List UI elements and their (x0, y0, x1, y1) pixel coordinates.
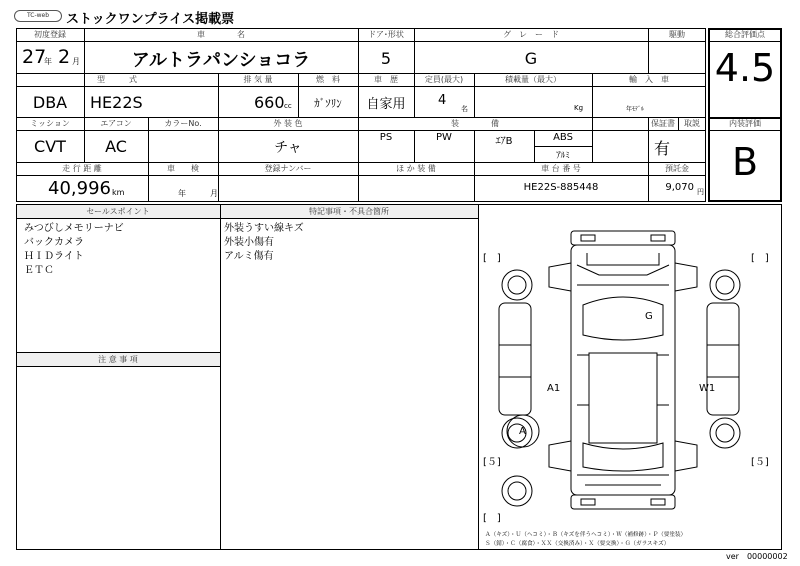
label-capacity: 定員(最大) (424, 75, 464, 84)
version-label: ver 00000002 (726, 552, 788, 561)
label-displacement: 排 気 量 (243, 75, 273, 84)
deposit-unit: 円 (697, 188, 704, 196)
car-damage-diagram (479, 205, 781, 549)
bracket-left: [ ] (483, 253, 501, 264)
interior-score: B (731, 140, 759, 184)
label-interior: 内装評価 (729, 119, 761, 128)
label-color-no: カラーNo. (164, 119, 202, 128)
label-model: 型 式 (97, 75, 137, 84)
label-history: 車 歴 (374, 75, 398, 84)
label-import: 輸 入 車 (629, 75, 669, 84)
load-unit: Kg (574, 104, 584, 112)
label-mileage: 走 行 距 離 (62, 164, 102, 173)
color-value: チャ (274, 140, 302, 156)
list-item: アルミ傷有 (224, 251, 274, 262)
year-model-label: 年ﾓﾃﾞﾙ (626, 106, 645, 113)
grade-value: G (524, 49, 538, 68)
label-remarks: 特記事項・不具合箇所 (309, 207, 389, 216)
bracket-right: [ ] (751, 253, 769, 264)
label-warranty: 保証書 (651, 119, 675, 128)
damage-label-g: G (645, 311, 653, 322)
label-doors: ドア･形状 (368, 30, 404, 39)
list-item: ＥＴＣ (24, 265, 54, 276)
label-equipment: 装 備 (451, 119, 499, 128)
label-drive: 駆動 (669, 30, 685, 39)
label-car-name: 車 名 (197, 30, 245, 39)
label-manual: 取説 (684, 119, 700, 128)
equip-pw: PW (436, 132, 452, 143)
label-exterior-color: 外 装 色 (273, 119, 303, 128)
reg-year: 27 (22, 46, 47, 68)
page-title: ストックワンプライス掲載票 (66, 12, 235, 27)
damage-label-a: A (519, 426, 526, 437)
warranty-value: 有 (654, 139, 671, 158)
list-item: 外装小傷有 (224, 237, 274, 248)
label-grade: グ レ ー ド (503, 30, 559, 39)
label-fuel: 燃 料 (316, 75, 340, 84)
label-mission: ミッション (30, 119, 70, 128)
capacity-unit: 名 (461, 105, 468, 113)
fuel-value: ｶﾞｿﾘﾝ (314, 97, 342, 110)
aircon-value: AC (105, 137, 127, 156)
score-right: [５] (751, 457, 769, 468)
bracket-bottom: [ ] (483, 513, 501, 524)
score-left: [５] (483, 457, 501, 468)
legend-line-2: Ｓ（錆）・Ｃ（腐食）・ＸＸ（交換済み）・Ｘ（要交換）・Ｇ（ガラスキズ） (485, 541, 670, 547)
equip-airbag: ｴｱB (495, 136, 513, 147)
car-name: アルトラパンショコラ (131, 50, 311, 71)
label-sales-points: セールスポイント (86, 207, 150, 216)
chassis-value: HE22S-885448 (523, 182, 599, 193)
history-value: 自家用 (366, 97, 406, 112)
damage-label-w1: W1 (699, 383, 716, 394)
mileage-value: 40,996 (48, 178, 111, 199)
label-chassis: 車 台 番 号 (541, 164, 581, 173)
label-inspection: 車 検 (167, 164, 199, 173)
label-cautions: 注 意 事 項 (98, 355, 138, 364)
displacement-value: 660 (254, 93, 285, 112)
mileage-unit: km (112, 188, 125, 197)
capacity-value: 4 (438, 93, 447, 108)
doors-value: 5 (380, 49, 392, 68)
deposit-value: 9,070 (665, 182, 694, 193)
equip-abs: ABS (553, 132, 573, 143)
displacement-unit: cc (284, 102, 292, 110)
logo: TC-web (14, 10, 62, 22)
reg-month-unit: 月 (72, 57, 80, 66)
label-aircon: エアコン (100, 119, 132, 128)
insp-month-unit: 月 (210, 189, 218, 198)
damage-label-a1: A1 (547, 383, 561, 394)
insp-year-unit: 年 (178, 189, 186, 198)
label-overall: 総合評価点 (725, 30, 765, 39)
model-prefix: DBA (32, 93, 68, 112)
label-other-equipment: ほ か 装 備 (396, 164, 436, 173)
list-item: みつびしメモリーナビ (24, 223, 124, 234)
label-load: 積載量（最大） (505, 75, 561, 84)
label-first-reg: 初度登録 (34, 30, 66, 39)
model-value: HE22S (90, 93, 143, 112)
legend-line-1: Ａ（キズ）・Ｕ（ヘコミ）・Ｂ（キズを伴うヘコミ）・Ｗ（補修跡）・Ｐ（要塗装） (485, 532, 687, 538)
list-item: ＨＩＤライト (24, 251, 84, 262)
reg-year-unit: 年 (44, 57, 52, 66)
overall-score: 4.5 (714, 46, 776, 90)
list-item: バックカメラ (24, 237, 84, 248)
mission-value: CVT (34, 137, 66, 156)
reg-month: 2 (58, 46, 71, 68)
label-deposit: 預託金 (665, 164, 689, 173)
label-plate: 登録ナンバー (264, 164, 312, 173)
equip-alumi: ｱﾙﾐ (556, 151, 570, 161)
equip-ps: PS (379, 132, 393, 143)
list-item: 外装うすい線キズ (224, 223, 304, 234)
